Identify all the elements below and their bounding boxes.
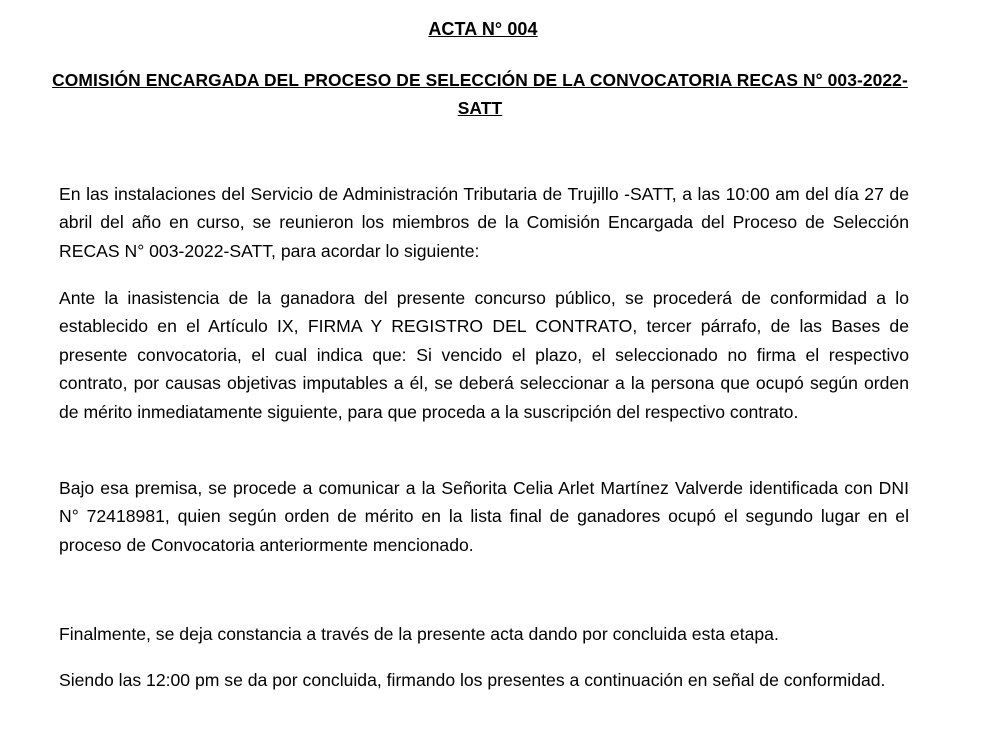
paragraph-meeting-intro: En las instalaciones del Servicio de Administración Tributaria de Trujillo -SATT, a las 10:00 am del día 27 de abril del año en curso, se reunieron los miembros de la Comisión Encargada del Proceso de Selección RECAS N° 003-2022-SATT, para acordar lo siguiente: xyxy=(59,184,909,261)
paragraph-conclusion: Siendo las 12:00 pm se da por concluida, firmando los presentes a continuación en señal de conformidad. xyxy=(59,670,886,690)
paragraph-article-reference: Ante la inasistencia de la ganadora del presente concurso público, se procederá de conformidad a lo establecido en el Artículo IX, FIRMA Y REGISTRO DEL CONTRATO, tercer párrafo, de las Bases de presente convocatoria, el cual indica que: Si vencido el plazo, el seleccionado no firma el respectivo contrato, por causas objetivas imputables a él, se deberá seleccionar a la persona que ocupó según orden de mérito inmediatamente siguiente, para que proceda a la suscripción del respectivo contrato. xyxy=(59,288,909,422)
paragraph-candidate-notice: Bajo esa premisa, se procede a comunicar a la Señorita Celia Arlet Martínez Valverde identificada con DNI N° 72418981, quien según orden de mérito en la lista final de ganadores ocupó el segundo lugar en el proceso de Convocatoria anteriormente mencionado. xyxy=(59,478,909,555)
paragraph-closing-statement: Finalmente, se deja constancia a través de la presente acta dando por concluida esta etapa. xyxy=(59,624,779,644)
document-title: ACTA N° 004 xyxy=(428,19,538,39)
document-subtitle: COMISIÓN ENCARGADA DEL PROCESO DE SELECCIÓN DE LA CONVOCATORIA RECAS N° 003-2022-SATT xyxy=(52,70,908,118)
